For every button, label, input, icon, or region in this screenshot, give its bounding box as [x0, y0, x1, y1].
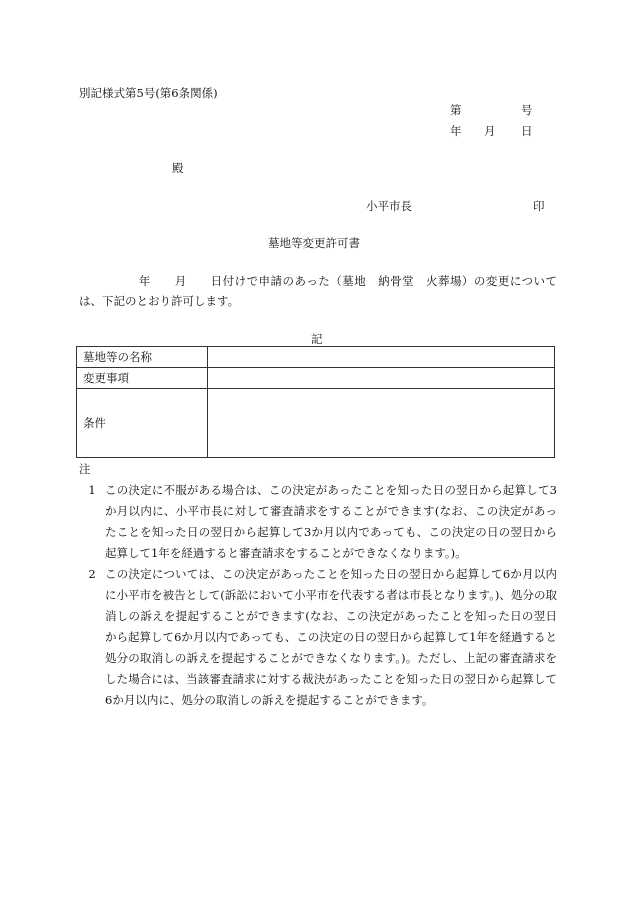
table-row [77, 389, 555, 458]
date-year: 年 [450, 124, 462, 138]
ki-heading: 記 [311, 332, 323, 346]
row-label-name: 墓地等の名称 [77, 347, 208, 368]
number-go: 号 [521, 103, 533, 117]
note-text: この決定については、この決定があったことを知った日の翌日から起算して6か月以内に小平市を被告として(訴訟において小平市を代表する者は市長となります。)、処分の取消しの訴えを提起することができます(なお、この決定があったことを知った日の翌日から起算して6か月以内であっても、この決定の日の翌日から起算して1年を経過すると処分の取消しの訴えを提起することができなくなります。)。ただし、上記の審査請求をした場合には、当該審査請求に対する裁決があったことを知った日の翌日から起算して6か月以内に、処分の取消しの訴えを提起することができます。 [105, 567, 557, 707]
intro-paragraph: 年 月 日付けで申請のあった（墓地 納骨堂 火葬場）の変更については、下記のとおり許可します。 [79, 274, 557, 308]
table-row [77, 347, 555, 368]
notes-list [79, 480, 557, 711]
note-item [79, 480, 557, 564]
number-dai: 第 [450, 103, 462, 117]
row-value-name [208, 347, 555, 368]
issuer: 小平市長 [366, 199, 412, 213]
table-row [77, 368, 555, 389]
note-item [79, 564, 557, 711]
note-number: 2 [88, 567, 96, 581]
note-number: 1 [88, 483, 96, 497]
notes-heading: 注 [79, 462, 91, 476]
details-table [76, 346, 555, 458]
row-value-changes [208, 368, 555, 389]
date-day: 日 [521, 124, 533, 138]
row-value-conditions [208, 389, 555, 458]
form-label: 別記様式第5号(第6条関係) [79, 86, 218, 100]
document-title: 墓地等変更許可書 [268, 236, 360, 250]
seal-mark: 印 [533, 199, 545, 213]
date-month: 月 [484, 124, 496, 138]
addressee-suffix: 殿 [172, 161, 184, 175]
row-label-changes: 変更事項 [77, 368, 208, 389]
row-label-conditions: 条件 [77, 389, 208, 458]
note-text: この決定に不服がある場合は、この決定があったことを知った日の翌日から起算して3か月以内に、小平市長に対して審査請求をすることができます(なお、この決定があったことを知った日の翌日から起算して3か月以内であっても、この決定の日の翌日から起算して1年を経過すると審査請求をすることができなくなります。)。 [105, 483, 557, 560]
